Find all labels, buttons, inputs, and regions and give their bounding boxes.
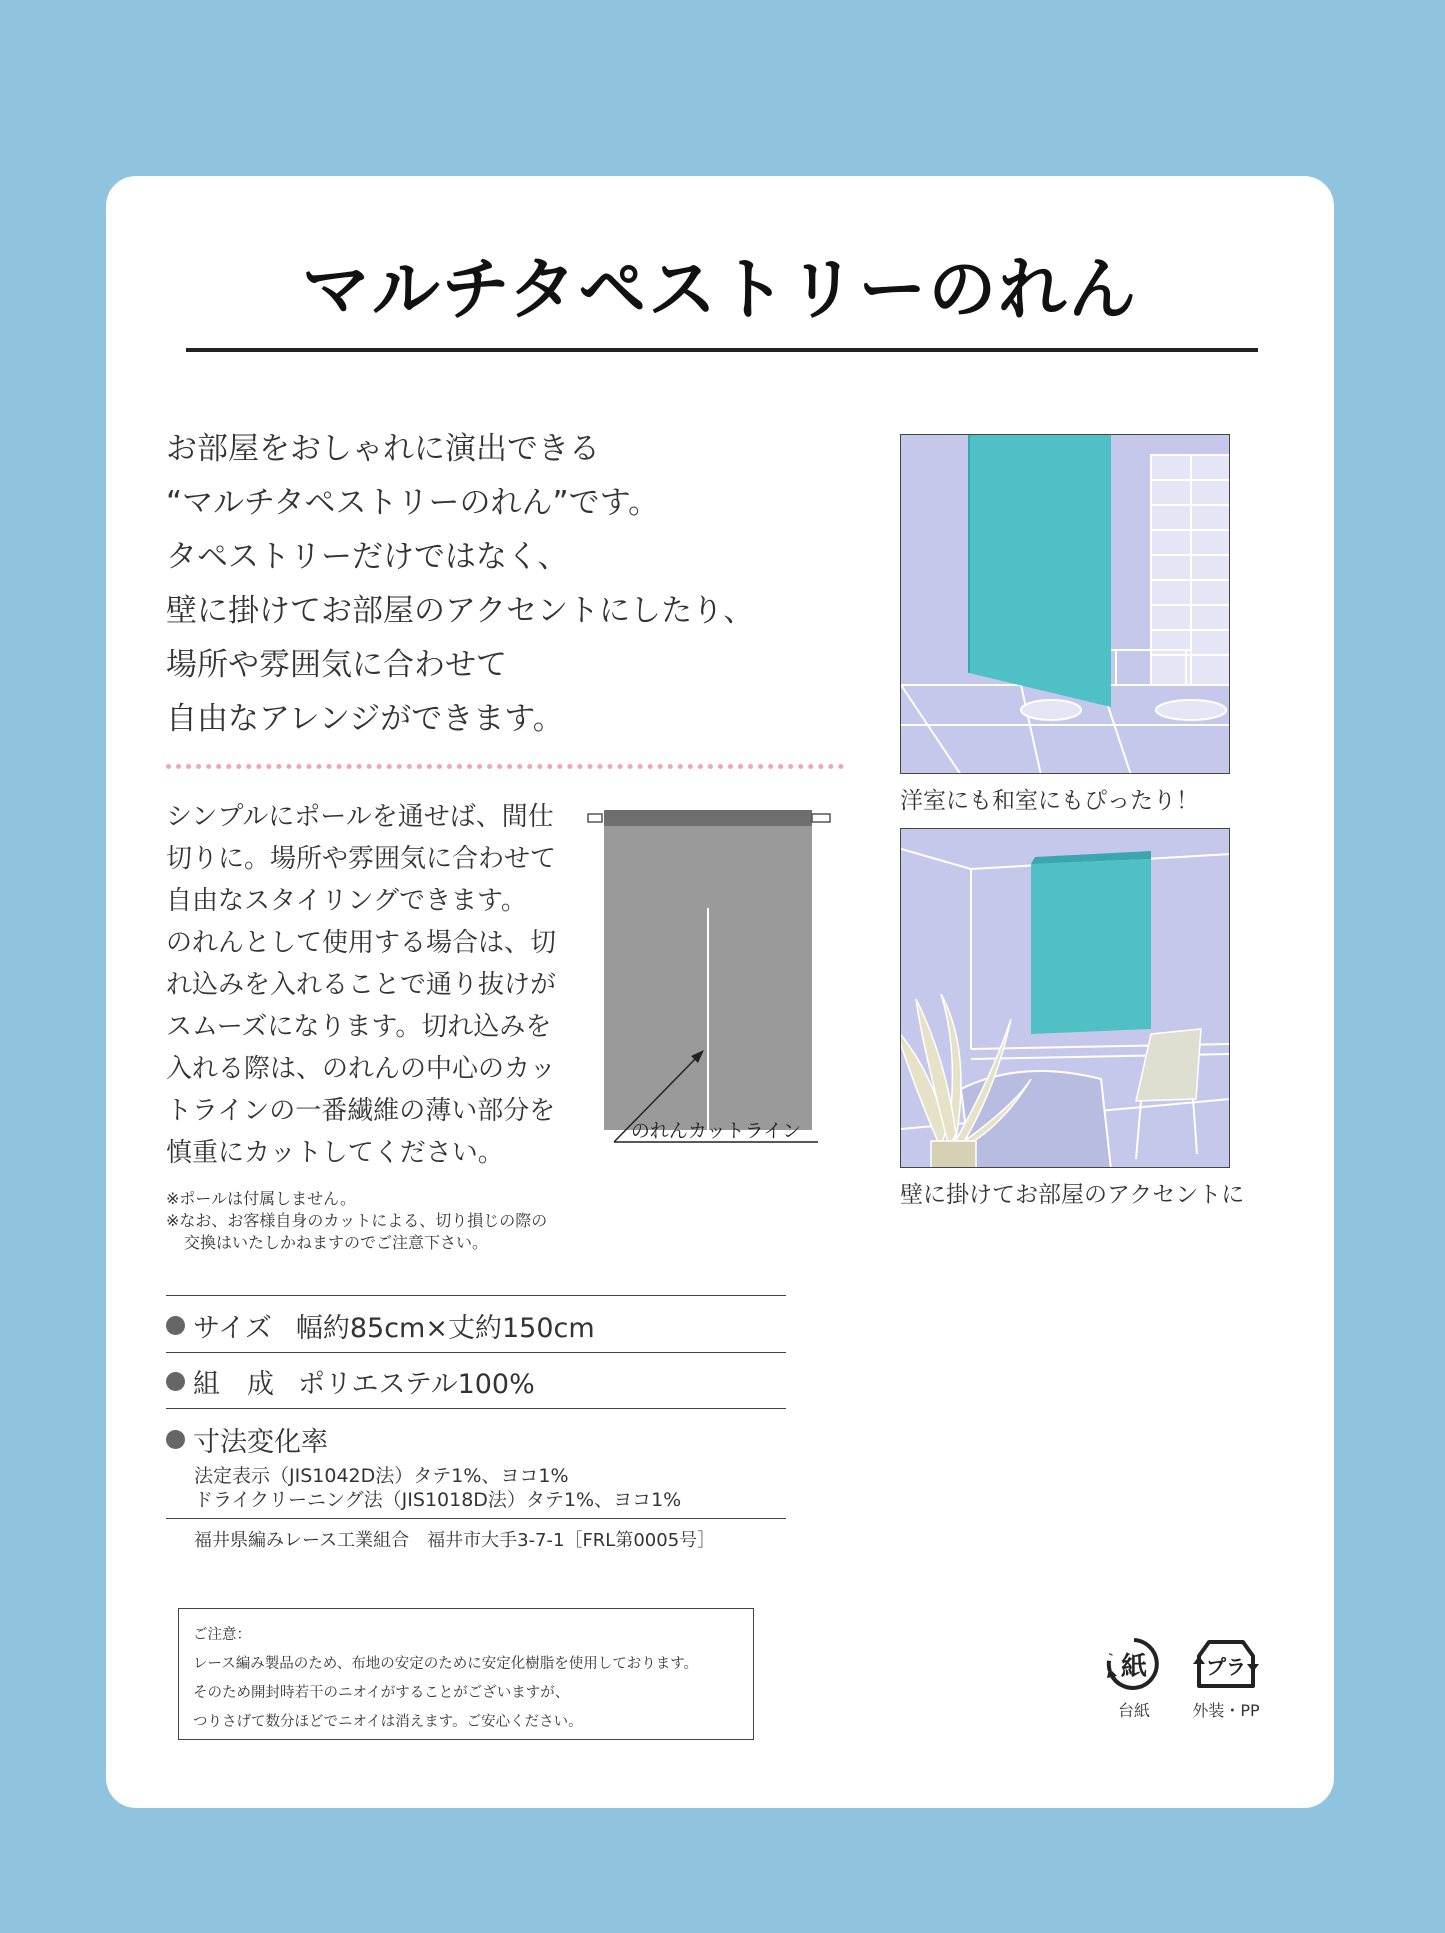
shrinkage-details xyxy=(194,1464,814,1512)
intro-text xyxy=(166,422,866,746)
paper-mark-label: 台紙 xyxy=(1117,1701,1150,1720)
caution-line: そのため開封時若干のニオイがすることがございますが、 xyxy=(193,1685,570,1701)
caution-box xyxy=(178,1608,754,1740)
caution-line: つりさげて数分ほどでニオイは消えます。ご安心ください。 xyxy=(193,1714,583,1730)
page-title: マルチタペストリーのれん xyxy=(301,250,1139,330)
spec-shrinkage xyxy=(166,1420,786,1459)
note-line: 交換はいたしかねますのでご注意下さい。 xyxy=(184,1233,489,1252)
spec-label: 寸法変化率 xyxy=(193,1427,328,1458)
intro-line: 場所や雰囲気に合わせて xyxy=(166,647,507,683)
notes xyxy=(166,1188,766,1254)
spec-value: ポリエステル100% xyxy=(298,1369,535,1400)
paper-recycle-mark xyxy=(1094,1634,1174,1721)
room-photo-japanese xyxy=(900,434,1230,774)
cut-line-label: のれんカットライン xyxy=(630,1120,802,1142)
bullet-icon xyxy=(166,1430,185,1449)
japanese-room-illustration xyxy=(901,435,1230,774)
note-line: ※ポールは付属しません。 xyxy=(166,1189,357,1208)
intro-line: “マルチタペストリーのれん”です。 xyxy=(166,485,660,521)
shrinkage-line: 法定表示（JIS1042D法）タテ1%、ヨコ1% xyxy=(194,1465,569,1487)
shrinkage-line: ドライクリーニング法（JIS1018D法）タテ1%、ヨコ1% xyxy=(194,1489,682,1511)
bullet-icon xyxy=(166,1372,185,1391)
photo-caption: 壁に掛けてお部屋のアクセントに xyxy=(900,1182,1245,1208)
spec-rule xyxy=(166,1352,786,1353)
spec-label: サイズ xyxy=(193,1313,272,1344)
plastic-mark-text: プラ xyxy=(1206,1655,1246,1679)
photo-caption: 洋室にも和室にもぴったり！ xyxy=(900,788,1199,814)
spec-rule xyxy=(166,1295,786,1296)
plastic-recycle-mark xyxy=(1176,1634,1276,1721)
spec-material xyxy=(166,1362,786,1401)
intro-line: お部屋をおしゃれに演出できる xyxy=(166,431,600,467)
description-line: 入れる際は、のれんの中心のカッ xyxy=(166,1054,556,1084)
plastic-recycle-icon xyxy=(1191,1634,1261,1694)
plastic-mark-label: 外装・PP xyxy=(1192,1701,1260,1720)
description-line: のれんとして使用する場合は、切 xyxy=(166,928,557,958)
usage-description xyxy=(166,796,606,1174)
room-photo-western xyxy=(900,828,1230,1168)
description-line: 切りに。場所や雰囲気に合わせて xyxy=(166,844,557,874)
description-line: れ込みを入れることで通り抜けが xyxy=(166,970,557,1000)
paper-mark-text: 紙 xyxy=(1120,1652,1148,1682)
spec-rule xyxy=(166,1518,786,1519)
spec-label: 組 成 xyxy=(193,1369,274,1400)
note-line: ※なお、お客様自身のカットによる、切り損じの際の xyxy=(166,1211,548,1230)
spec-value: 幅約85cm×丈約150cm xyxy=(295,1313,595,1344)
title-underline xyxy=(186,348,1258,352)
description-line: トラインの一番繊維の薄い部分を xyxy=(166,1096,556,1126)
caution-line: レース編み製品のため、布地の安定のために安定化樹脂を使用しております。 xyxy=(193,1656,699,1672)
noren-illustration xyxy=(586,798,836,1158)
intro-line: 自由なアレンジができます。 xyxy=(166,701,564,737)
caution-heading: ご注意： xyxy=(193,1627,251,1643)
description-line: 自由なスタイリングできます。 xyxy=(166,886,527,916)
intro-line: タペストリーだけではなく、 xyxy=(166,539,569,575)
dotted-divider xyxy=(166,764,844,769)
western-room-illustration xyxy=(901,829,1230,1168)
maker-info: 福井県編みレース工業組合 福井市大手3-7-1［FRL第0005号］ xyxy=(194,1530,716,1551)
paper-recycle-icon xyxy=(1101,1634,1167,1694)
product-card xyxy=(106,176,1334,1808)
bullet-icon xyxy=(166,1316,185,1335)
spec-size xyxy=(166,1306,786,1345)
intro-line: 壁に掛けてお部屋のアクセントにしたり、 xyxy=(166,593,755,629)
description-line: シンプルにポールを通せば、間仕 xyxy=(166,802,554,832)
description-line: スムーズになります。切れ込みを xyxy=(166,1012,552,1042)
noren-diagram xyxy=(586,798,836,1158)
description-line: 慎重にカットしてください。 xyxy=(166,1138,504,1168)
spec-rule xyxy=(166,1408,786,1409)
